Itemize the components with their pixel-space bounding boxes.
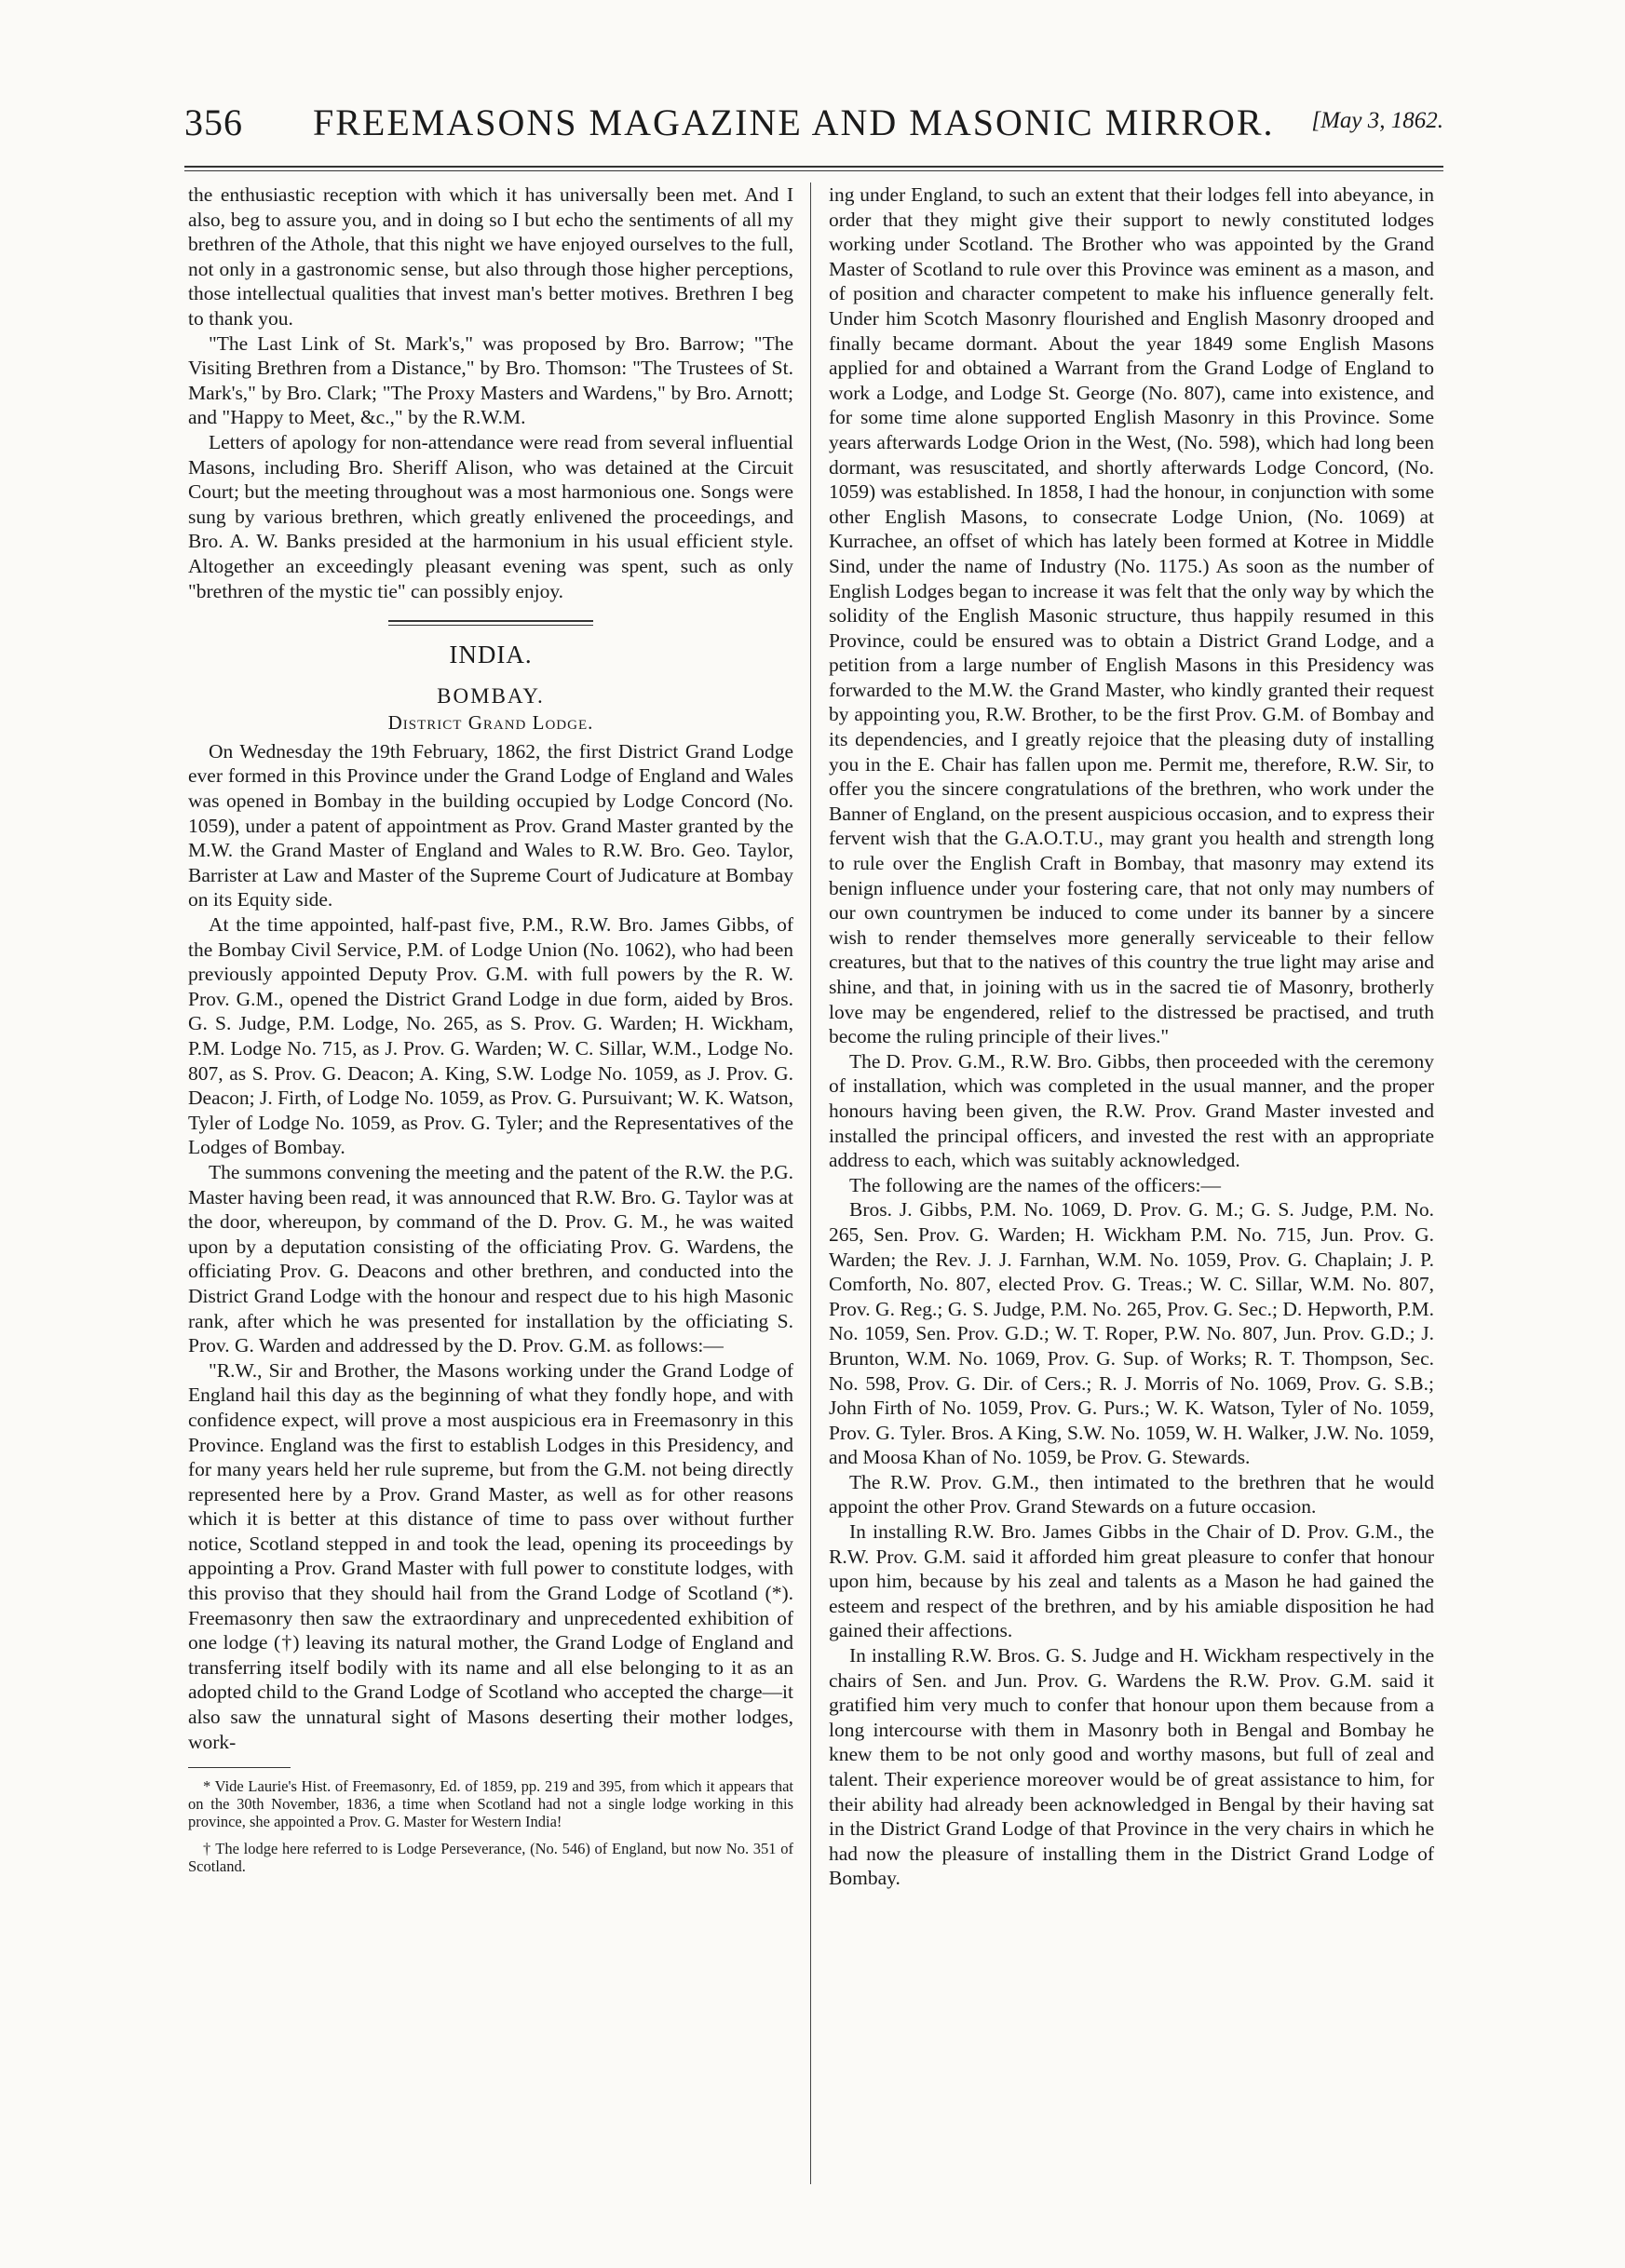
subsubsection-title: District Grand Lodge. [387, 711, 594, 735]
footnote-rule [188, 1767, 291, 1768]
paragraph: The following are the names of the officers:— [849, 1173, 1222, 1196]
footnote: † The lodge here referred to is Lodge Perseverance, (No. 546) of England, but now No. 351 of Scotland. [188, 1840, 793, 1876]
paragraph: In installing R.W. Bro. James Gibbs in the Chair of D. Prov. G.M., the R.W. Prov. G.M. said it afforded him great pleasure to confer that honour upon him, because by his zeal and talents as a Mason he had gained the esteem and respect of the brethren, and by his amiable disposition he had gained their affections. [829, 1520, 1434, 1642]
paragraph: ing under England, to such an extent that their lodges fell into abeyance, in order that they might give their support to newly constituted lodges working under Scotland. The Brother who was appointed by the Grand Master of Scotland to rule over this Province was eminent as a mason, and of position and character competent to make his influence generally felt. Under him Scotch Masonry flourished and English Masonry drooped and finally became dormant. About the year 1849 some English Masons applied for and obtained a Warrant from the Grand Lodge of England to work a Lodge, and Lodge St. George (No. 807), came into existence, and for some time alone supported English Masonry in this Province. Some years afterwards Lodge Orion in the West, (No. 598), which had long been dormant, was resuscitated, and shortly afterwards Lodge Concord, (No. 1059) was established. In 1858, I had the honour, in conjunction with some other English Masons, to consecrate Lodge Union, (No. 1069) at Kurrachee, an offset of which has lately been formed at Kotree in Middle Sind, under the name of Industry (No. 1175.) As soon as the number of English Lodges began to increase it was felt that the only way by which the solidity of the English Masonic structure, thus happily resumed in this Province, could be ensured was to obtain a District Grand Lodge, and a petition from a large number of English Masons in this Presidency was forwarded to the M.W. the Grand Master, who kindly granted their request by appointing you, R.W. Brother, to be the first Prov. G.M. of Bombay and its dependencies, and I greatly rejoice that the pleasing duty of installing you in the E. Chair has fallen upon me. Permit me, therefore, R.W. Sir, to offer you the sincere congratulations of the brethren, who work under the Banner of England, on the present auspicious occasion, and to express their fervent wish that the G.A.O.T.U., may grant you health and strength long to rule over the English Craft in Bombay, that masonry may extend its benign influence under your fostering care, that not only may numbers of our own countrymen be induced to come under its banner by a sincere wish to render themselves more generally serviceable to their fellow creatures, but that to the natives of this country the true light may arise and shine, and that, in joining with us in the sacred tie of Masonry, brotherly love may be engendered, relief to the distressed be practised, and truth become the ruling principle of their lives." [829, 183, 1434, 1048]
paragraph: Bros. J. Gibbs, P.M. No. 1069, D. Prov. G. M.; G. S. Judge, P.M. No. 265, Sen. Prov. G. Warden; H. Wickham P.M. No. 715, Jun. Prov. G. Warden; the Rev. J. J. Farnhan, W.M. No. 1059, Prov. G. Chaplain; J. P. Comforth, No. 807, elected Prov. G. Treas.; W. C. Sillar, W.M. No. 807, Prov. G. Reg.; G. S. Judge, P.M. No. 265, Prov. G. Sec.; D. Hepworth, P.M. No. 1059, Sen. Prov. G.D.; W. T. Roper, P.W. No. 807, Jun. Prov. G.D.; J. Brunton, W.M. No. 1069, Prov. G. Sup. of Works; R. T. Thompson, Sec. No. 598, Prov. G. Dir. of Cers.; R. J. Morris of No. 1069, Prov. G. S.B.; John Firth of No. 1059, Prov. G. Purs.; W. K. Watson, Tyler of No. 1059, Prov. G. Tyler. Bros. A King, S.W. No. 1059, W. H. Walker, J.W. No. 1059, and Moosa Khan of No. 1059, be Prov. G. Stewards. [829, 1198, 1434, 1469]
paragraph: The R.W. Prov. G.M., then intimated to the brethren that he would appoint the other Prov. Grand Stewards on a future occasion. [829, 1470, 1434, 1519]
paragraph: In installing R.W. Bros. G. S. Judge and H. Wickham respectively in the chairs of Sen. and Jun. Prov. G. Wardens the R.W. Prov. G.M. said it gratified him very much to confer that honour upon them because from a long intercourse with them in Masonry both in Bengal and Bombay he knew them to be not only good and worthy masons, but full of zeal and talent. Their experience moreover would be of great assistance to him, for their ability had already been acknowledged in Bengal by their having sat in the District Grand Lodge of that Province in the very chairs in which he had now the pleasure of installing them in the District Grand Lodge of Bombay. [829, 1644, 1434, 1890]
issue-date: [May 3, 1862. [1311, 108, 1443, 133]
column-divider [810, 182, 811, 2184]
right-column [829, 182, 1434, 2212]
left-column [188, 182, 793, 2173]
subsection-title: BOMBAY. [437, 683, 545, 708]
page-number: 356 [184, 101, 243, 143]
paragraph: At the time appointed, half-past five, P.M., R.W. Bro. James Gibbs, of the Bombay Civil Service, P.M. of Lodge Union (No. 1062), who had been previously appointed Deputy Prov. G.M. with full powers by the R. W. Prov. G.M., opened the District Grand Lodge in due form, aided by Bros. G. S. Judge, P.M. Lodge, No. 265, as S. Prov. G. Warden; H. Wickham, P.M. Lodge No. 715, as J. Prov. G. Warden; W. C. Sillar, W.M., Lodge No. 807, as S. Prov. G. Deacon; A. King, S.W. Lodge No. 1059, as J. Prov. G. Deacon; J. Firth, of Lodge No. 1059, as Prov. G. Pursuivant; W. K. Watson, Tyler of Lodge No. 1059, as Prov. G. Tyler; and the Representatives of the Lodges of Bombay. [188, 913, 793, 1159]
section-divider [388, 620, 593, 626]
paragraph: "R.W., Sir and Brother, the Masons working under the Grand Lodge of England hail this day as the beginning of what they fondly hope, and with confidence expect, will prove a most auspicious era in Freemasonry in this Province. England was the first to establish Lodges in this Presidency, and for many years held her rule supreme, but from the G.M. not being directly represented here by a Prov. Grand Master, as well as for other reasons which it is better at this distance of time to pass over without further notice, Scotland stepped in and took the lead, opening its proceedings by appointing a Prov. Grand Master with full power to constitute lodges, with this proviso that they should hail from the Grand Lodge of Scotland (*). Freemasonry then saw the extraordinary and unprecedented exhibition of one lodge (†) leaving its natural mother, the Grand Lodge of England and transferring itself bodily with its name and all else belonging to it as an adopted child to the Grand Lodge of Scotland who accepted the charge—it also saw the unnatural sight of Masons deserting their mother lodges, work- [188, 1358, 793, 1753]
section-title: INDIA. [449, 641, 533, 669]
paragraph: "The Last Link of St. Mark's," was proposed by Bro. Barrow; "The Visiting Brethren from a Distance," by Bro. Thomson: "The Trustees of St. Mark's," by Bro. Clark; "The Proxy Masters and Wardens," by Bro. Arnott; and "Happy to Meet, &c.," by the R.W.M. [188, 331, 793, 429]
footnote: * Vide Laurie's Hist. of Freemasonry, Ed. of 1859, pp. 219 and 395, from which it appears that on the 30th November, 1836, a time when Scotland had not a single lodge working in this province, she appointed a Prov. G. Master for Western India! [188, 1777, 793, 1831]
paragraph: Letters of apology for non-attendance were read from several influential Masons, including Bro. Sheriff Alison, who was detained at the Circuit Court; but the meeting throughout was a most harmonious one. Songs were sung by various brethren, which greatly enlivened the proceedings, and Bro. A. W. Banks presided at the harmonium in his usual efficient style. Altogether an exceedingly pleasant evening was spent, such as only "brethren of the mystic tie" can possibly enjoy. [188, 430, 793, 602]
paragraph: The D. Prov. G.M., R.W. Bro. Gibbs, then proceeded with the ceremony of installation, which was completed in the usual manner, and the proper honours having been given, the R.W. Prov. Grand Master invested and installed the principal officers, and invested the rest with an appropriate address to each, which was suitably acknowledged. [829, 1049, 1434, 1172]
paragraph: The summons convening the meeting and the patent of the R.W. the P.G. Master having been read, it was announced that R.W. Bro. G. Taylor was at the door, whereupon, by command of the D. Prov. G. M., he was waited upon by a deputation consisting of the officiating Prov. G. Wardens, the officiating Prov. G. Deacons and other brethren, and conducted into the District Grand Lodge with the honour and respect due to his high Masonic rank, after which he was presented for installation by the officiating S. Prov. G. Warden and addressed by the D. Prov. G.M. as follows:— [188, 1160, 793, 1357]
publication-title: FREEMASONS MAGAZINE AND MASONIC MIRROR. [313, 101, 1275, 143]
paragraph: On Wednesday the 19th February, 1862, the first District Grand Lodge ever formed in this Province under the Grand Lodge of England and Wales was opened in Bombay in the building occupied by Lodge Concord (No. 1059), under a patent of appointment as Prov. Grand Master granted by the M.W. the Grand Master of England and Wales to R.W. Bro. Geo. Taylor, Barrister at Law and Master of the Supreme Court of Judicature at Bombay on its Equity side. [188, 739, 793, 911]
paragraph: the enthusiastic reception with which it has universally been met. And I also, beg to assure you, and in doing so I but echo the sentiments of all my brethren of the Athole, that this night we have enjoyed ourselves to the full, not only in a gastronomic sense, but also through those higher perceptions, those intellectual qualities that invest man's better motives. Brethren I beg to thank you. [188, 183, 793, 330]
header-rule [184, 166, 1443, 171]
running-header [184, 101, 1443, 158]
